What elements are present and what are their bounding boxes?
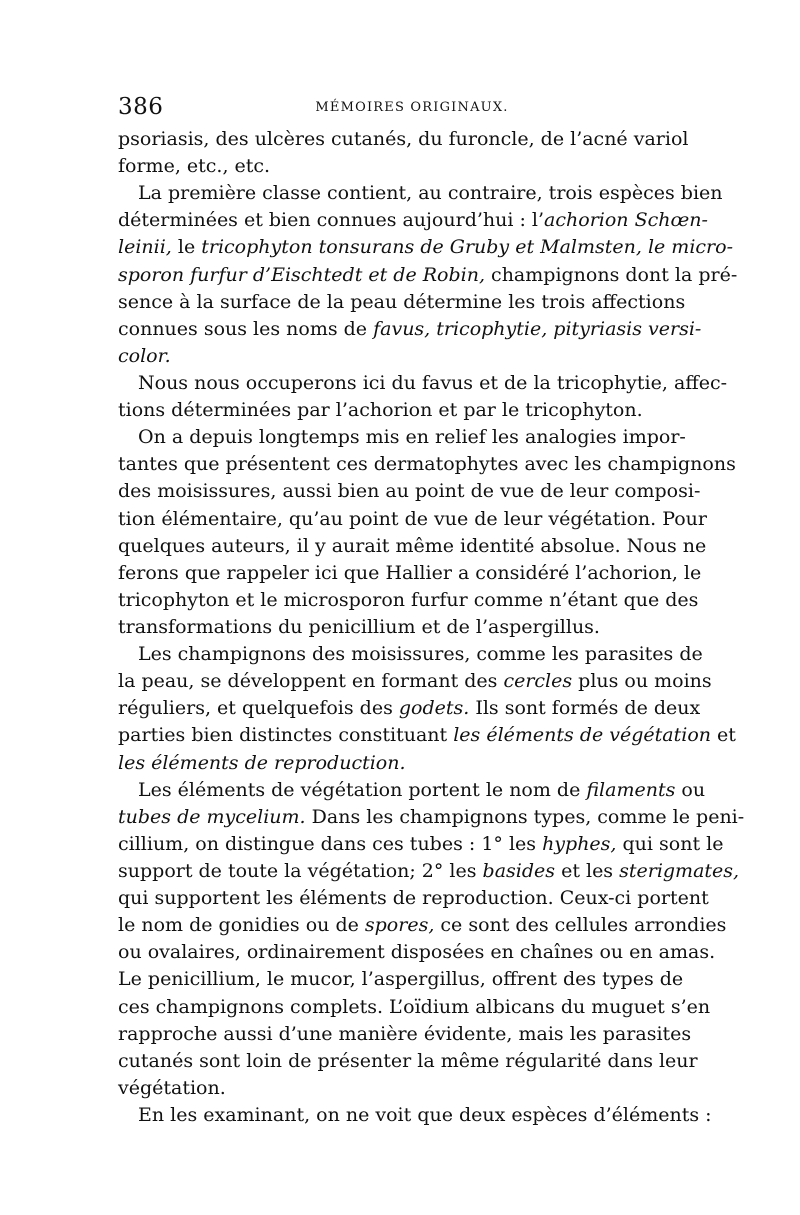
text-line [118,234,733,261]
text-run: des moisissures, aussi bien au point de vue de leur composi- [118,480,701,503]
text-run: tions déterminées par l’achorion et par le tricophyton. [118,399,643,422]
text-run: psoriasis, des ulcères cutanés, du furoncle, de l’acné variol [118,128,689,150]
text-run: On a depuis longtemps mis en relief les analogies impor- [138,426,686,449]
text-run: rapproche aussi d’une manière évidente, mais les parasites [118,1022,692,1045]
text-line [118,939,716,966]
text-line [118,804,745,831]
text-line [118,885,709,912]
italic-text: tubes de mycelium. [118,805,306,828]
text-line [118,777,706,804]
text-line [118,912,727,939]
page-header [118,94,678,120]
italic-text: les éléments de végétation [453,724,711,747]
text-line [118,424,686,451]
text-run: le nom de gonidies ou de [118,914,365,937]
text-line [118,478,701,505]
text-run: la peau, se développent en formant des [118,670,504,693]
text-line [118,831,724,858]
italic-text: les éléments de reproduction. [118,751,406,774]
text-run: connues sous les noms de [118,317,374,340]
text-run: Les champignons des moisissures, comme les parasites de [138,643,703,666]
text-run: tion élémentaire, qu’au point de vue de leur végétation. Pour [118,507,707,530]
text-run: et les [555,859,620,882]
italic-text: tricophyton tonsurans de Gruby et Malmsten, le micro- [201,236,733,259]
text-run: Ils sont formés de deux [469,697,701,720]
text-line [118,533,707,560]
text-run: Dans les champignons types, comme le peni- [305,805,745,828]
text-line [118,370,728,397]
text-line [118,695,701,722]
text-run: ces champignons complets. L’oïdium albicans du muguet s’en [118,995,711,1018]
italic-text: godets. [398,697,470,720]
text-line [118,153,678,180]
text-run: qui sont le [616,832,724,855]
text-line [118,397,678,424]
text-run: forme, etc., etc. [118,155,271,178]
text-run: Nous nous occuperons ici du favus et de la tricophytie, affec- [138,371,728,394]
italic-text: hyphes, [542,832,617,855]
text-line [118,1102,712,1129]
text-run: et [711,724,736,747]
text-line [118,316,702,343]
text-run: ferons que rappeler ici que Hallier a considéré l’achorion, le [118,561,702,584]
text-line [118,207,708,234]
italic-text: spores, [364,914,435,937]
text-run: sence à la surface de la peau détermine les trois affections [118,290,686,313]
text-run: support de toute la végétation; 2° les [118,859,483,882]
italic-text: leinii, [118,236,172,259]
text-run: transformations du penicillium et de l’aspergillus. [118,615,600,638]
text-run: le [171,236,202,259]
running-title: MÉMOIRES ORIGINAUX. [315,100,509,115]
italic-text: favus, tricophytie, pityriasis versi- [373,317,702,340]
text-line [118,722,736,749]
italic-text: sterigmates, [619,859,740,882]
text-run: réguliers, et quelquefois des [118,697,399,720]
text-line [118,614,678,641]
text-run: quelques auteurs, il y aurait même identité absolue. Nous ne [118,534,707,557]
text-run: plus ou moins [572,670,712,693]
text-run: cutanés sont loin de présenter la même régularité dans leur [118,1049,698,1072]
text-line [118,1021,692,1048]
italic-text: color. [118,344,171,367]
text-line [118,668,712,695]
text-line [118,451,736,478]
text-line [118,506,707,533]
text-line [118,641,703,668]
text-line [118,858,740,885]
italic-text: cercles [503,670,573,693]
text-line [118,262,738,289]
text-line [118,1075,678,1102]
italic-text: basides [482,859,556,882]
text-line [118,343,678,370]
text-run: Les éléments de végétation portent le nom de [138,778,587,801]
italic-text: sporon furfur d’Eischtedt et de Robin, [118,263,486,286]
text-run: qui supportent les éléments de reproduction. Ceux-ci portent [118,887,709,910]
text-run: ou [675,778,706,801]
page-number: 386 [118,94,164,120]
text-line [118,587,699,614]
text-run: parties bien distinctes constituant [118,724,454,747]
text-run: tricophyton et le microsporon furfur comme n’étant que des [118,588,699,611]
text-run: végétation. [118,1076,226,1099]
italic-text: filaments [586,778,676,801]
text-line [118,560,702,587]
text-line [118,994,711,1021]
text-run: Le penicillium, le mucor, l’aspergillus, offrent des types de [118,968,684,991]
text-line [118,966,684,993]
text-run: La première classe contient, au contraire, trois espèces bien [138,182,723,205]
text-line [118,180,723,207]
text-line [118,126,689,153]
text-line [118,750,678,777]
text-run: déterminées et bien connues aujourd’hui : l’ [118,209,545,232]
text-run: champignons dont la pré- [485,263,738,286]
body-text [118,126,745,1129]
text-run: cillium, on distingue dans ces tubes : 1° les [118,832,543,855]
text-run: ou ovalaires, ordinairement disposées en chaînes ou en amas. [118,941,716,964]
text-run: ce sont des cellules arrondies [434,914,727,937]
text-line [118,1048,698,1075]
text-run: En les examinant, on ne voit que deux espèces d’éléments : [138,1103,712,1126]
text-run: tantes que présentent ces dermatophytes avec les champignons [118,453,736,476]
italic-text: achorion Schœn- [544,209,708,232]
text-line [118,289,686,316]
